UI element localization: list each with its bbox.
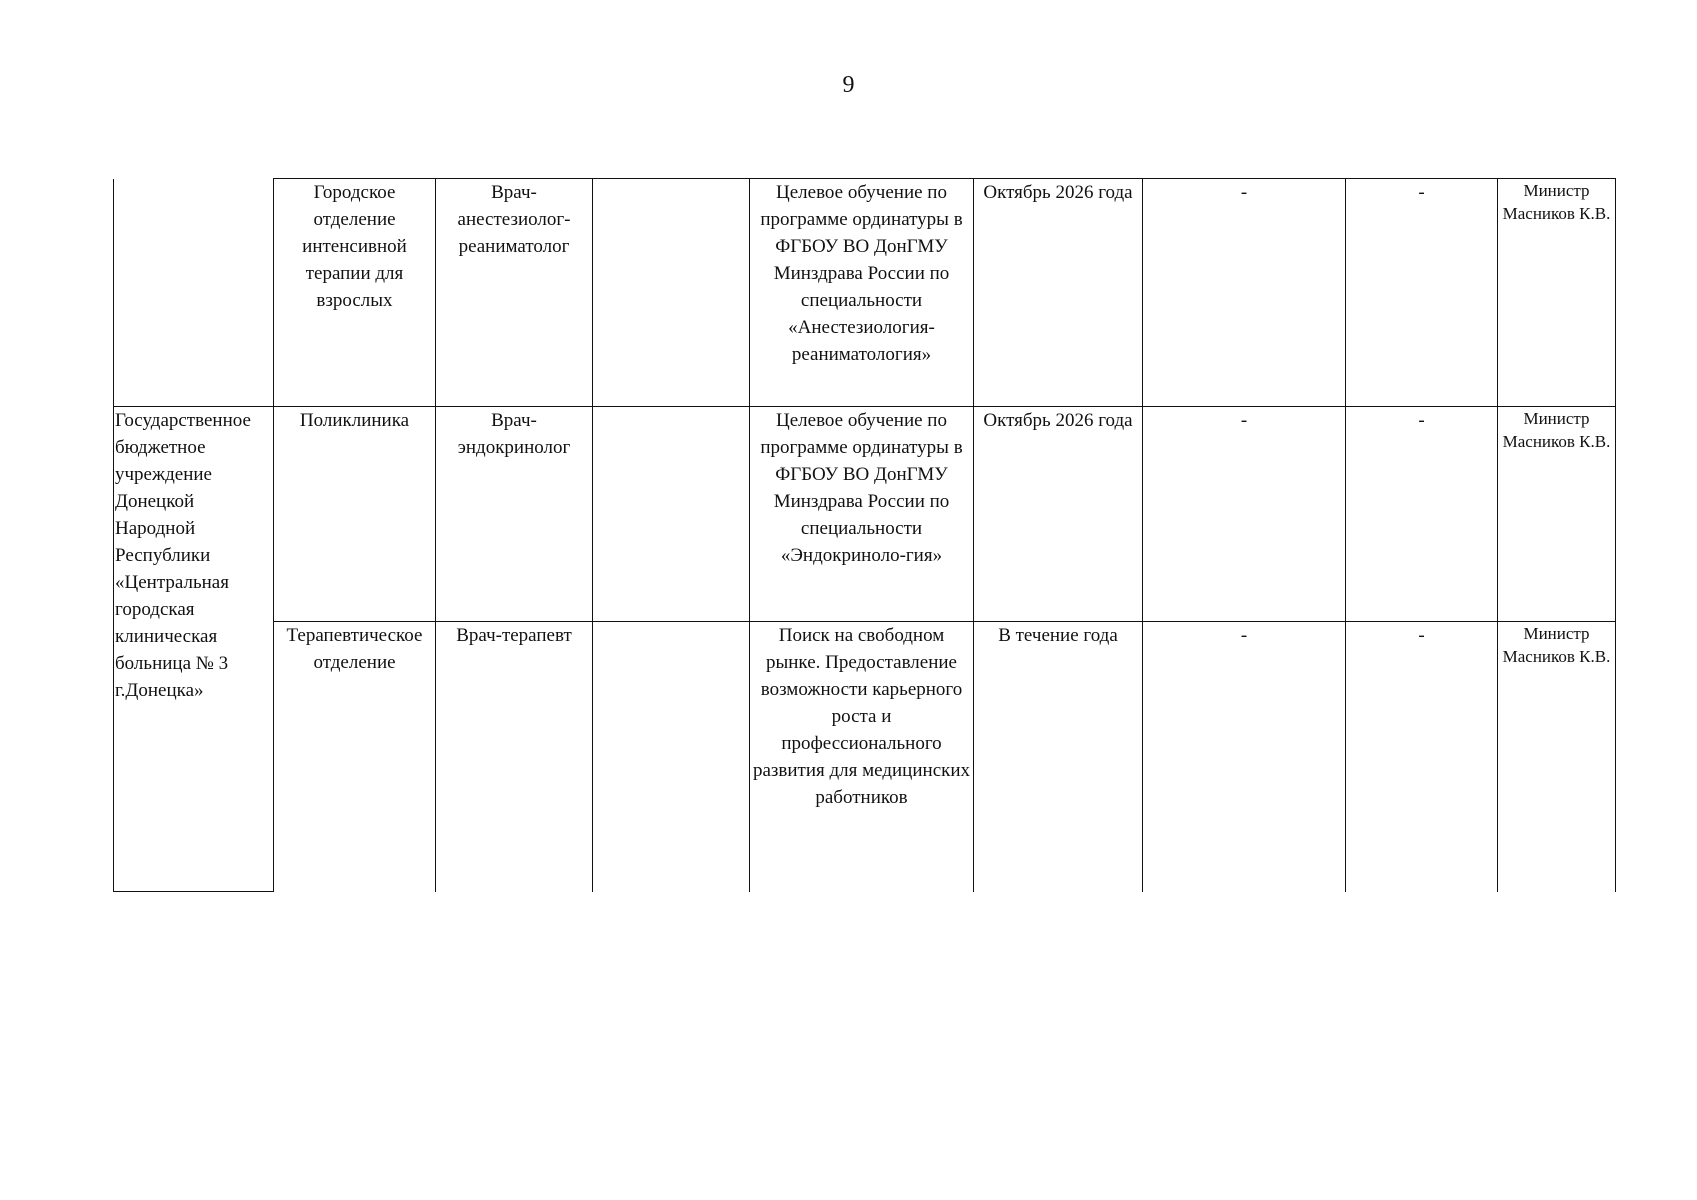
measure-cell: Целевое обучение по программе ординатуры в ФГБОУ ВО ДонГМУ Минздрава России по специальности «Эндокриноло-гия» bbox=[750, 407, 974, 622]
position-cell: Врач-эндокринолог bbox=[436, 407, 593, 622]
table-row bbox=[114, 407, 1616, 622]
measure-cell: Целевое обучение по программе ординатуры в ФГБОУ ВО ДонГМУ Минздрава России по специальности «Анестезиология-реаниматология» bbox=[750, 179, 974, 407]
responsible-cell: Министр Масников К.В. bbox=[1498, 622, 1616, 892]
empty-cell bbox=[593, 407, 750, 622]
department-cell: Терапевтическое отделение bbox=[274, 622, 436, 892]
dash-cell: - bbox=[1346, 179, 1498, 407]
responsible-cell: Министр Масников К.В. bbox=[1498, 407, 1616, 622]
dash-cell: - bbox=[1346, 407, 1498, 622]
dash-cell: - bbox=[1143, 179, 1346, 407]
department-cell: Городское отделение интенсивной терапии для взрослых bbox=[274, 179, 436, 407]
empty-cell bbox=[593, 179, 750, 407]
measure-cell: Поиск на свободном рынке. Предоставление возможности карьерного роста и профессионального развития для медицинских работников bbox=[750, 622, 974, 892]
table-row bbox=[114, 179, 1616, 407]
page-number: 9 bbox=[842, 72, 855, 98]
staffing-table bbox=[113, 178, 1616, 892]
term-cell: Октябрь 2026 года bbox=[974, 407, 1143, 622]
term-cell: Октябрь 2026 года bbox=[974, 179, 1143, 407]
empty-cell bbox=[593, 622, 750, 892]
position-cell: Врач-терапевт bbox=[436, 622, 593, 892]
dash-cell: - bbox=[1346, 622, 1498, 892]
department-cell: Поликлиника bbox=[274, 407, 436, 622]
dash-cell: - bbox=[1143, 622, 1346, 892]
table-row bbox=[114, 622, 1616, 892]
position-cell: Врач-анестезиолог-реаниматолог bbox=[436, 179, 593, 407]
responsible-cell: Министр Масников К.В. bbox=[1498, 179, 1616, 407]
term-cell: В течение года bbox=[974, 622, 1143, 892]
org-name-cell: Государственное бюджетное учреждение Донецкой Народной Республики «Центральная городская клиническая больница № 3 г.Донецка» bbox=[114, 407, 274, 892]
dash-cell: - bbox=[1143, 407, 1346, 622]
org-cell-empty bbox=[114, 179, 274, 407]
